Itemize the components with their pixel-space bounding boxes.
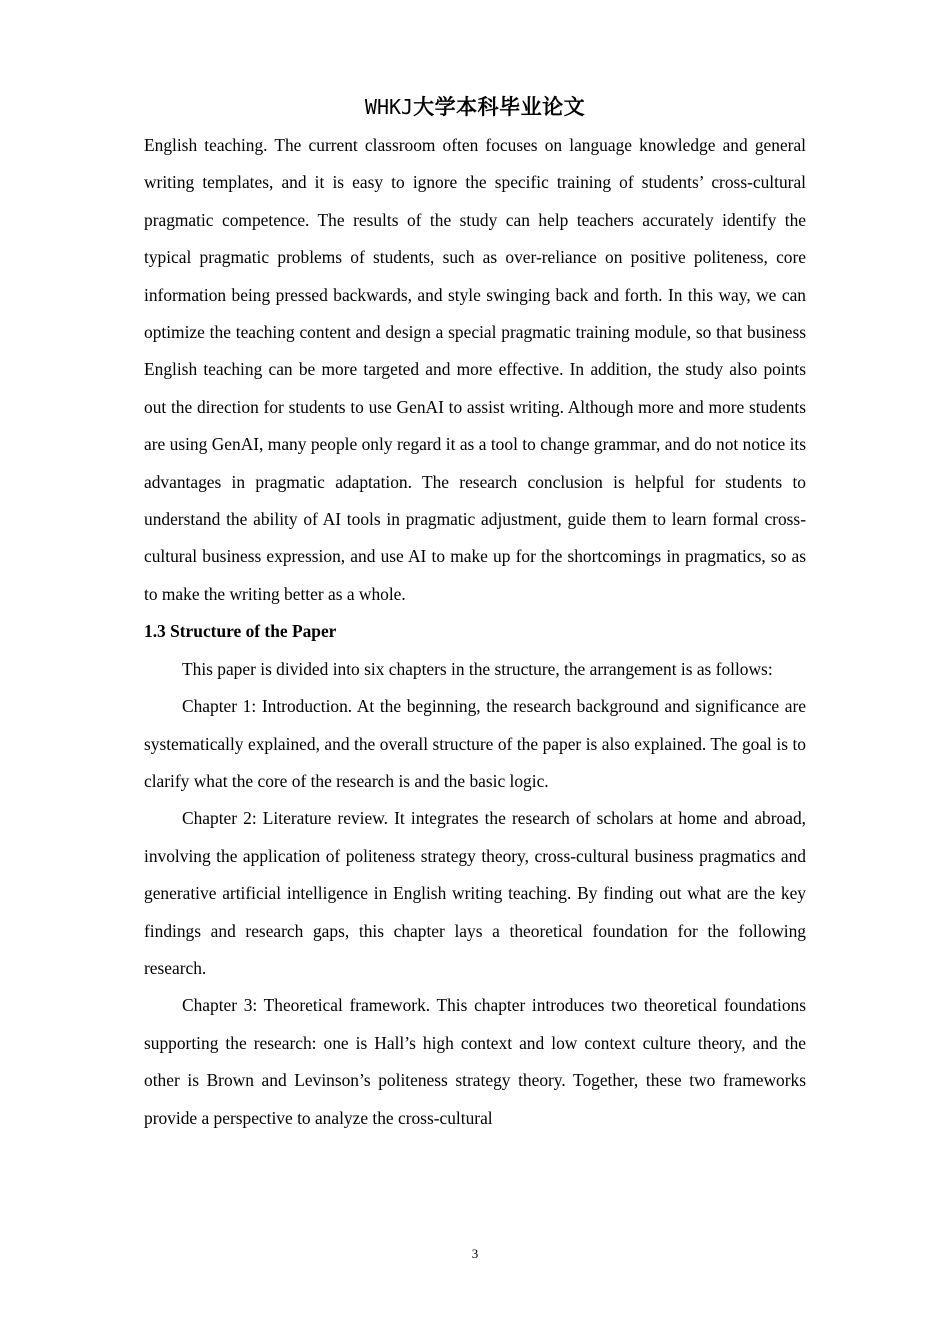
paragraph-structure-intro: This paper is divided into six chapters in the structure, the arrangement is as follows: [182, 658, 773, 679]
body-text [144, 127, 806, 1137]
paragraph-chapter-1: Chapter 1: Introduction. At the beginning, the research background and significance are systematically explained, and the overall structure of the paper is also explained. The goal is to clarify what the core of the research is and the basic logic. [144, 696, 806, 791]
running-header [0, 92, 950, 122]
paragraph-significance-continued: English teaching. The current classroom often focuses on language knowledge and general writing templates, and it is easy to ignore the specific training of students’ cross-cultural pragmatic competence. The results of the study can help teachers accurately identify the typical pragmatic problems of students, such as over-reliance on positive politeness, core information being pressed backwards, and style swinging back and forth. In this way, we can optimize the teaching content and design a special pragmatic training module, so that business English teaching can be more targeted and more effective. In addition, the study also points out the direction for students to use GenAI to assist writing. Although more and more students are using GenAI, many people only regard it as a tool to change grammar, and do not notice its advantages in pragmatic adaptation. The research conclusion is helpful for students to understand the ability of AI tools in pragmatic adjustment, guide them to learn formal cross-cultural business expression, and use AI to make up for the shortcomings in pragmatics, so as to make the writing better as a whole. [144, 135, 806, 604]
paragraph-chapter-2: Chapter 2: Literature review. It integrates the research of scholars at home and abroad, involving the application of politeness strategy theory, cross-cultural business pragmatics and generative artificial intelligence in English writing teaching. By finding out what are the key findings and research gaps, this chapter lays a theoretical foundation for the following research. [144, 808, 806, 978]
header-latin-text: WHKJ [364, 95, 414, 119]
page-number: 3 [471, 1246, 479, 1261]
paragraph-chapter-3: Chapter 3: Theoretical framework. This chapter introduces two theoretical foundations supporting the research: one is Hall’s high context and low context culture theory, and the other is Brown and Levinson’s politeness strategy theory. Together, these two frameworks provide a perspective to analyze the cross-cultural [144, 995, 806, 1128]
header-cjk-text: 大学本科毕业论文 [413, 94, 586, 119]
section-heading: 1.3 Structure of the Paper [144, 621, 337, 642]
